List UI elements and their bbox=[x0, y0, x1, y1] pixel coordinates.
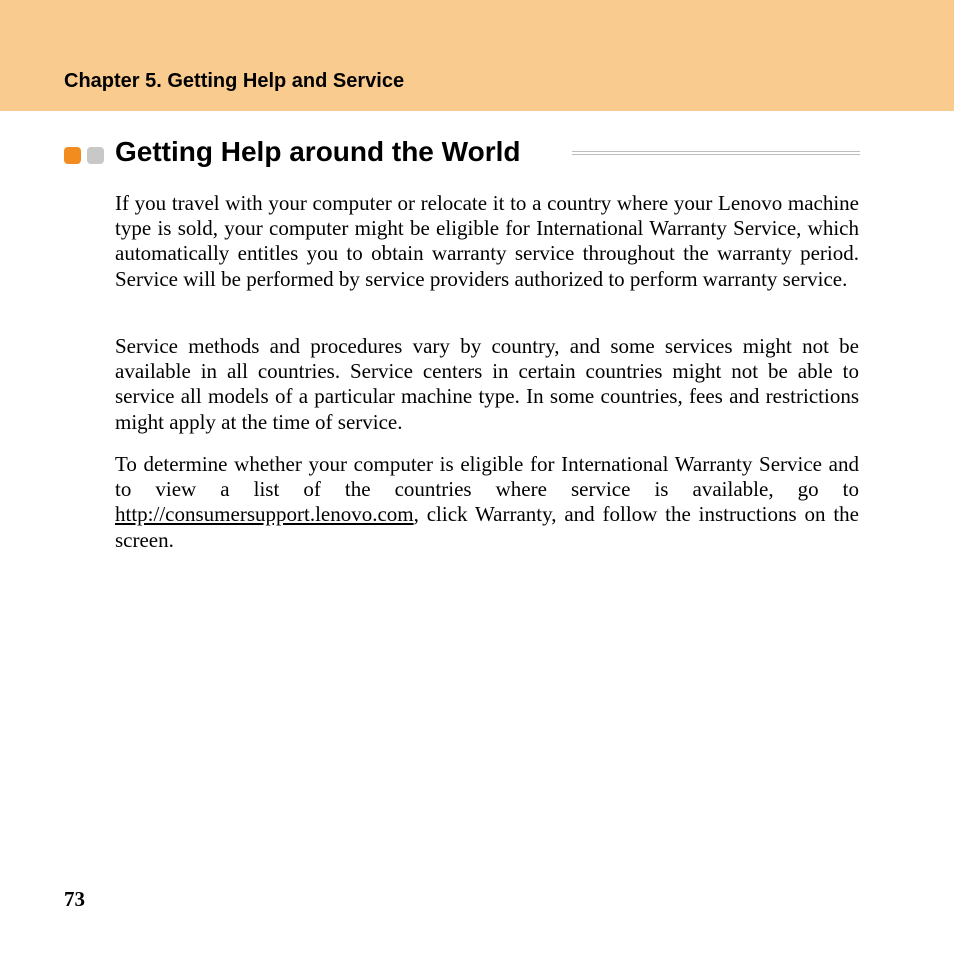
paragraph-eligibility bbox=[115, 452, 859, 553]
gray-square-bullet-icon bbox=[87, 147, 104, 164]
chapter-header-band bbox=[0, 0, 954, 111]
section-title: Getting Help around the World bbox=[115, 136, 521, 167]
consumer-support-link[interactable]: http://consumersupport.lenovo.com bbox=[115, 502, 414, 527]
paragraph-service-methods: Service methods and procedures vary by country, and some services might not be available in all countries. Service centers in certain countries might not be able to service all models of a particular machine type. In some countries, fees and restrictions might apply at the time of service. bbox=[115, 334, 859, 434]
heading-divider bbox=[572, 151, 860, 155]
chapter-title: Chapter 5. Getting Help and Service bbox=[64, 70, 405, 92]
paragraph-eligibility-text-before-link: To determine whether your computer is eligible for International Warranty Service and to view a list of the countries where service is available, go to bbox=[115, 452, 859, 502]
orange-square-bullet-icon bbox=[64, 147, 81, 164]
paragraph-travel-warranty: If you travel with your computer or relocate it to a country where your Lenovo machine type is sold, your computer might be eligible for International Warranty Service, which automatically entitles you to obtain warranty service throughout the warranty period. Service will be performed by service providers authorized to perform warranty service. bbox=[115, 191, 859, 291]
page-number: 73 bbox=[64, 887, 85, 911]
section-heading bbox=[64, 134, 860, 174]
paragraph-eligibility-text-after-link: , click Warranty, and follow the instructions on the screen. bbox=[115, 502, 859, 552]
